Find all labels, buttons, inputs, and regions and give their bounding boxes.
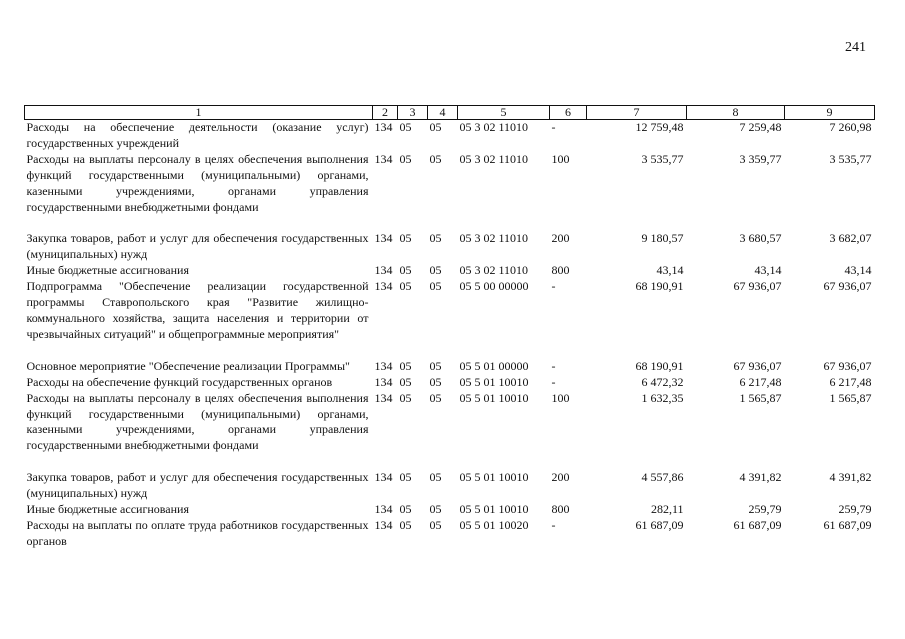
row-expense-type: 800 [551, 502, 570, 517]
table-body [25, 120, 875, 550]
row-code-subsection: 05 [429, 374, 442, 389]
row-amount-col8: 7 259,48 [739, 120, 782, 134]
spacer-row [25, 215, 875, 231]
row-target-article: 05 3 02 11010 [459, 120, 529, 134]
row-amount-col7: 9 180,57 [641, 231, 684, 246]
spacer-cell [25, 454, 875, 470]
row-code-subsection: 05 [429, 263, 442, 278]
table-row [25, 359, 875, 375]
row-code-section: 05 [399, 502, 412, 517]
table-row [25, 263, 875, 279]
row-expense-type: - [551, 120, 556, 134]
row-target-article: 05 5 01 10010 [459, 470, 529, 485]
table-row [25, 470, 875, 502]
table-header [25, 106, 875, 120]
row-amount-col8: 61 687,09 [733, 517, 782, 532]
row-expense-type: - [551, 358, 556, 373]
page-number: 241 [845, 40, 866, 55]
row-target-article: 05 3 02 11010 [459, 231, 529, 246]
row-amount-col7: 68 190,91 [635, 279, 684, 294]
spacer-cell [25, 215, 875, 231]
row-amount-col7: 4 557,86 [641, 470, 684, 485]
row-amount-col9: 259,79 [838, 502, 872, 517]
row-name: Расходы на выплаты по оплате труда работников государственных органов [26, 517, 369, 548]
header-cell: 7 [587, 106, 687, 120]
row-expense-type: - [551, 279, 556, 294]
row-code-ministry: 134 [374, 374, 393, 389]
row-amount-col9: 7 260,98 [829, 120, 872, 134]
row-code-ministry: 134 [374, 151, 393, 166]
row-amount-col7: 61 687,09 [635, 517, 684, 532]
row-code-section: 05 [399, 358, 412, 373]
row-code-ministry: 134 [374, 263, 393, 278]
row-amount-col8: 259,79 [748, 502, 782, 517]
row-amount-col7: 1 632,35 [641, 390, 684, 405]
spacer-row [25, 454, 875, 470]
table-row [25, 518, 875, 550]
row-amount-col9: 67 936,07 [823, 279, 872, 294]
row-name: Иные бюджетные ассигнования [26, 263, 189, 278]
spacer-row [25, 343, 875, 359]
row-amount-col8: 6 217,48 [739, 374, 782, 389]
row-expense-type: - [551, 517, 556, 532]
header-cell: 9 [785, 106, 875, 120]
row-target-article: 05 5 01 10010 [459, 502, 529, 517]
row-name: Закупка товаров, работ и услуг для обеспечения государственных (муниципальных) нужд [26, 231, 369, 262]
row-amount-col9: 43,14 [844, 263, 872, 278]
row-code-section: 05 [399, 120, 412, 134]
row-amount-col8: 43,14 [754, 263, 782, 278]
row-code-ministry: 134 [374, 390, 393, 405]
row-amount-col8: 1 565,87 [739, 390, 782, 405]
row-amount-col9: 3 682,07 [829, 231, 872, 246]
row-name: Расходы на выплаты персоналу в целях обеспечения выполнения функций государственными (муниципальными) органами, казенными учреждениями, органами управления государственными внебюджетными фондами [26, 390, 369, 453]
header-cell: 8 [687, 106, 785, 120]
row-amount-col9: 1 565,87 [829, 390, 872, 405]
row-amount-col8: 3 680,57 [739, 231, 782, 246]
header-cell: 3 [398, 106, 428, 120]
row-code-section: 05 [399, 390, 412, 405]
row-code-subsection: 05 [429, 502, 442, 517]
row-code-subsection: 05 [429, 151, 442, 166]
row-name: Закупка товаров, работ и услуг для обеспечения государственных (муниципальных) нужд [26, 470, 369, 501]
row-code-section: 05 [399, 151, 412, 166]
row-amount-col9: 4 391,82 [829, 470, 872, 485]
row-code-ministry: 134 [374, 502, 393, 517]
row-target-article: 05 5 00 00000 [459, 279, 529, 294]
row-amount-col7: 3 535,77 [641, 151, 684, 166]
row-code-ministry: 134 [374, 470, 393, 485]
header-cell: 4 [428, 106, 458, 120]
header-cell: 6 [550, 106, 587, 120]
row-code-ministry: 134 [374, 358, 393, 373]
row-expense-type: 800 [551, 263, 570, 278]
row-code-section: 05 [399, 470, 412, 485]
row-code-ministry: 134 [374, 279, 393, 294]
row-amount-col8: 67 936,07 [733, 279, 782, 294]
row-name: Подпрограмма "Обеспечение реализации государственной программы Ставропольского края "Развитие жилищно-коммунального хозяйства, защита населения и территории от чрезвычайных ситуаций" и общепрограммные мероприятия" [26, 279, 369, 341]
row-code-section: 05 [399, 279, 412, 294]
row-name: Расходы на обеспечение деятельности (оказание услуг) государственных учреждений [26, 120, 369, 150]
row-amount-col9: 6 217,48 [829, 374, 872, 389]
row-target-article: 05 5 01 00000 [459, 358, 529, 373]
budget-table [24, 105, 875, 550]
table-row [25, 375, 875, 391]
table-row [25, 279, 875, 343]
row-code-ministry: 134 [374, 517, 393, 532]
row-amount-col8: 67 936,07 [733, 358, 782, 373]
table-row [25, 120, 875, 152]
header-cell: 1 [25, 106, 373, 120]
header-cell: 2 [373, 106, 398, 120]
row-target-article: 05 5 01 10010 [459, 390, 529, 405]
row-amount-col7: 43,14 [656, 263, 684, 278]
row-code-subsection: 05 [429, 120, 442, 134]
header-row [25, 106, 875, 120]
row-amount-col7: 12 759,48 [635, 120, 684, 134]
row-amount-col9: 67 936,07 [823, 358, 872, 373]
row-expense-type: 200 [551, 470, 570, 485]
row-code-subsection: 05 [429, 390, 442, 405]
header-cell: 5 [458, 106, 550, 120]
row-name: Иные бюджетные ассигнования [26, 502, 189, 517]
row-code-section: 05 [399, 263, 412, 278]
row-amount-col7: 282,11 [650, 502, 684, 517]
row-code-subsection: 05 [429, 231, 442, 246]
row-code-section: 05 [399, 517, 412, 532]
spacer-cell [25, 343, 875, 359]
row-amount-col9: 61 687,09 [823, 517, 872, 532]
row-code-ministry: 134 [374, 231, 393, 246]
row-code-section: 05 [399, 374, 412, 389]
table-row [25, 152, 875, 216]
row-name: Расходы на выплаты персоналу в целях обеспечения выполнения функций государственными (муниципальными) органами, казенными учреждениями, органами управления государственными внебюджетными фондами [26, 151, 369, 214]
row-code-section: 05 [399, 231, 412, 246]
table-row [25, 502, 875, 518]
row-target-article: 05 3 02 11010 [459, 151, 529, 166]
row-name: Расходы на обеспечение функций государственных органов [26, 374, 333, 389]
row-expense-type: 100 [551, 390, 570, 405]
row-code-subsection: 05 [429, 470, 442, 485]
table-row [25, 391, 875, 455]
row-amount-col7: 6 472,32 [641, 374, 684, 389]
row-amount-col8: 4 391,82 [739, 470, 782, 485]
row-expense-type: 200 [551, 231, 570, 246]
row-code-subsection: 05 [429, 517, 442, 532]
row-target-article: 05 3 02 11010 [459, 263, 529, 278]
row-code-ministry: 134 [374, 120, 393, 134]
row-amount-col8: 3 359,77 [739, 151, 782, 166]
row-expense-type: 100 [551, 151, 570, 166]
row-code-subsection: 05 [429, 279, 442, 294]
row-amount-col9: 3 535,77 [829, 151, 872, 166]
row-amount-col7: 68 190,91 [635, 358, 684, 373]
row-code-subsection: 05 [429, 358, 442, 373]
table-row [25, 231, 875, 263]
row-expense-type: - [551, 374, 556, 389]
row-target-article: 05 5 01 10010 [459, 374, 529, 389]
row-name: Основное мероприятие "Обеспечение реализации Программы" [26, 358, 350, 373]
row-target-article: 05 5 01 10020 [459, 517, 529, 532]
